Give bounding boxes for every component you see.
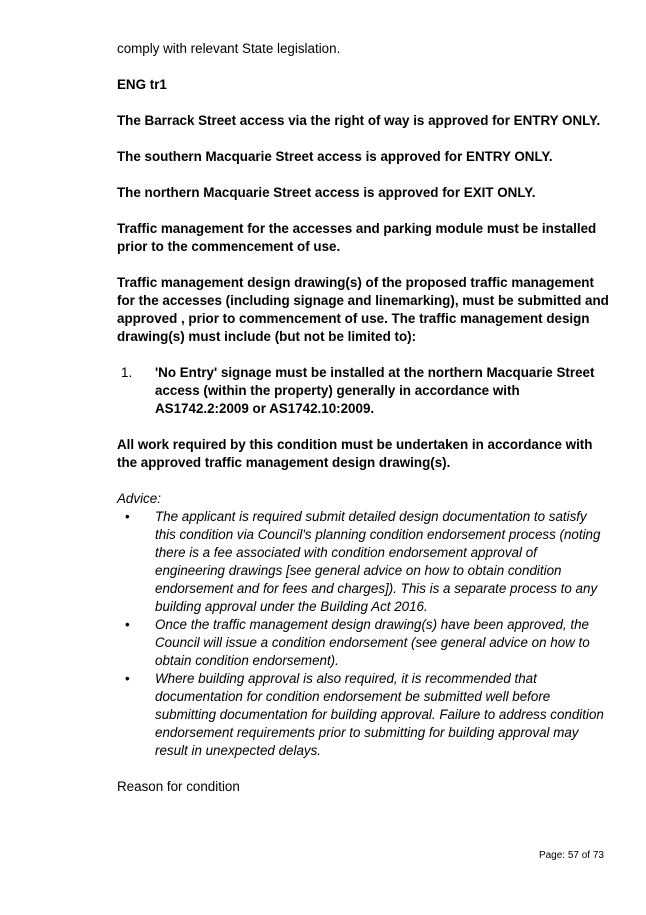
- list-item: [117, 670, 609, 760]
- list-item: [117, 508, 609, 616]
- southern-access-statement: The southern Macquarie Street access is approved for ENTRY ONLY.: [117, 149, 553, 164]
- all-work-statement: All work required by this condition must be undertaken in accordance with the approved traffic management design drawing(s).: [117, 437, 593, 470]
- reason-heading: Reason for condition: [117, 779, 240, 794]
- page-number: Page: 57 of 73: [538, 850, 604, 861]
- barrack-street-statement: The Barrack Street access via the right of way is approved for ENTRY ONLY.: [117, 113, 601, 128]
- condition-code: ENG tr1: [117, 77, 167, 92]
- list-number: 1.: [121, 365, 133, 380]
- bullet-icon: •: [125, 509, 130, 524]
- advice-item-text: The applicant is required submit detailed design documentation to satisfy this condition via Council's planning condition endorsement process (noting there is a fee associated with condition endorsement approval of engineering drawings [see general advice on how to obtain condition endorsement and for fees and charges]). This is a separate process to any building approval under the Building Act 2016.: [155, 509, 601, 614]
- requirements-list: [117, 364, 609, 418]
- list-item: [117, 616, 609, 670]
- list-item: [117, 364, 609, 418]
- list-item-text: 'No Entry' signage must be installed at the northern Macquarie Street access (within the property) generally in accordance with AS1742.2:2009 or AS1742.10:2009.: [155, 365, 595, 416]
- advice-list: [117, 508, 609, 760]
- bullet-icon: •: [125, 617, 130, 632]
- advice-item-text: Once the traffic management design drawing(s) have been approved, the Council will issue a condition endorsement (see general advice on how to obtain condition endorsement).: [155, 617, 590, 668]
- intro-text: comply with relevant State legislation.: [117, 41, 341, 56]
- traffic-installation-statement: Traffic management for the accesses and parking module must be installed prior to the commencement of use.: [117, 221, 597, 254]
- bullet-icon: •: [125, 671, 130, 686]
- design-drawings-statement: Traffic management design drawing(s) of the proposed traffic management for the accesses (including signage and linemarking), must be submitted and approved , prior to commencement of use. The traffic management design drawing(s) must include (but not be limited to):: [117, 275, 609, 344]
- northern-access-statement: The northern Macquarie Street access is approved for EXIT ONLY.: [117, 185, 536, 200]
- document-page: [117, 40, 609, 796]
- advice-heading: Advice:: [117, 491, 161, 506]
- advice-item-text: Where building approval is also required, it is recommended that documentation for condition endorsement be submitted well before submitting documentation for building approval. Failure to address condition endorsement requirements prior to submitting for building approval may result in unexpected delays.: [155, 671, 604, 758]
